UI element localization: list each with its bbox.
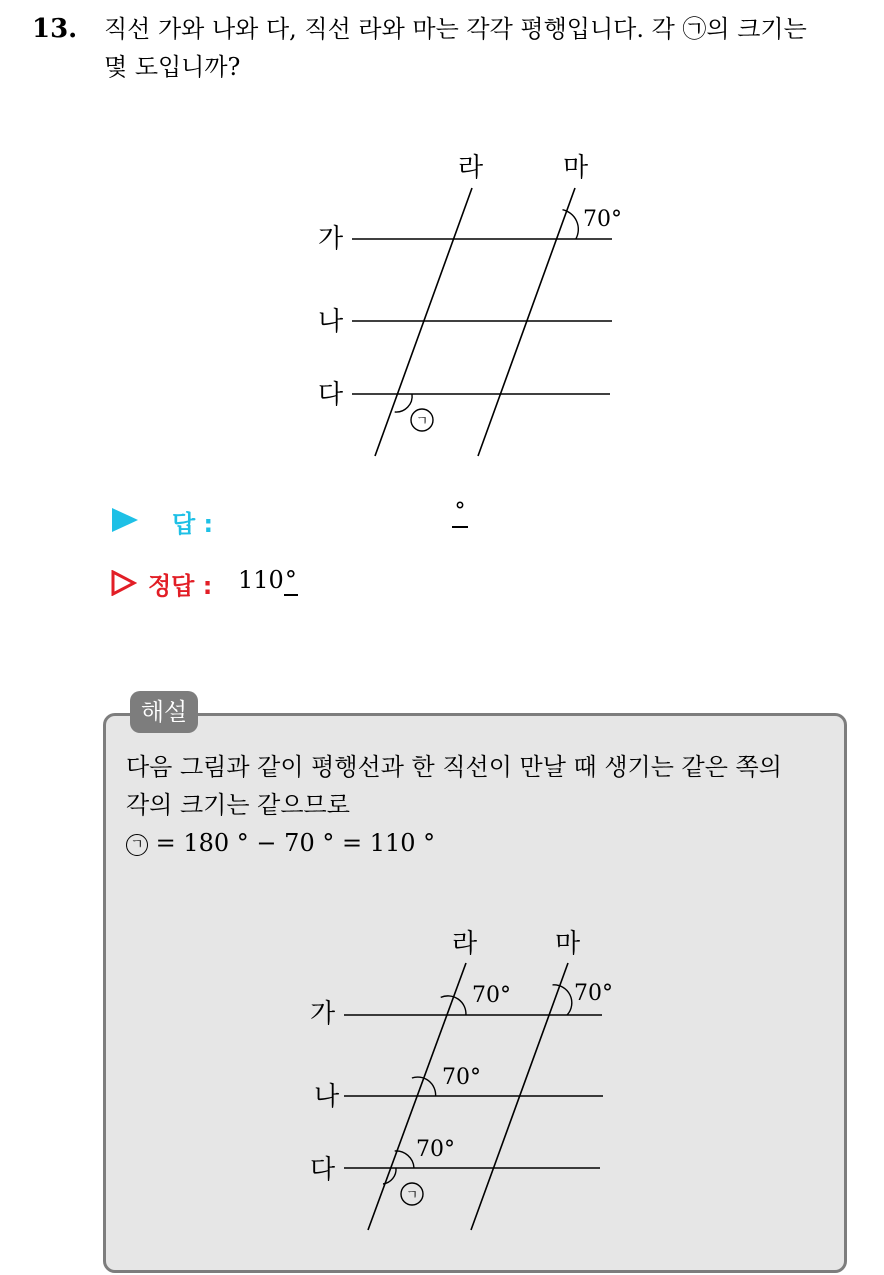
explanation-equation: = 180 ° − 70 ° = 110 ° <box>148 829 436 857</box>
label-ra: 라 <box>458 153 484 183</box>
explanation-line1: 다음 그림과 같이 평행선과 한 직선이 만날 때 생기는 같은 쪽의 <box>126 753 782 781</box>
label-ma: 마 <box>555 929 581 959</box>
angle-label-ra-ga: 70° <box>472 983 511 1008</box>
angle-label-ra-da: 70° <box>416 1137 455 1162</box>
marker-icon: ㄱ <box>126 834 148 856</box>
line-ma <box>478 188 575 456</box>
target-marker-icon: ㄱ <box>405 1188 419 1203</box>
correct-value <box>238 566 298 594</box>
label-da: 다 <box>310 1155 336 1185</box>
explanation-tab: 해설 <box>130 691 198 733</box>
angle-label-ma-ga: 70° <box>574 981 613 1006</box>
answer-blank[interactable]: ° <box>452 498 468 528</box>
label-ga: 가 <box>318 224 344 254</box>
question-text-line1: 직선 가와 나와 다, 직선 라와 마는 각각 평행입니다. 각 ㉠의 크기는 <box>104 15 807 43</box>
question-number: 13. <box>32 14 78 44</box>
explanation-line2: 각의 크기는 같으므로 <box>126 791 350 819</box>
question-text-line2: 몇 도입니까? <box>104 53 241 81</box>
label-ga: 가 <box>310 999 336 1029</box>
angle-arc-target <box>395 394 412 412</box>
correct-number: 110 <box>238 566 284 594</box>
angle-arc-ra-da <box>395 1151 414 1168</box>
label-ra: 라 <box>452 929 478 959</box>
label-na: 나 <box>318 307 344 337</box>
label-da: 다 <box>318 380 344 410</box>
answer-label: 답 : <box>172 510 214 538</box>
correct-unit: ° <box>284 566 297 594</box>
angle-label-70: 70° <box>583 207 622 232</box>
label-ma: 마 <box>563 153 589 183</box>
explanation-figure <box>296 918 636 1238</box>
question-figure <box>300 140 640 470</box>
answer-arrow-icon <box>112 508 138 532</box>
label-na: 나 <box>314 1082 340 1112</box>
correct-label: 정답 : <box>148 572 213 600</box>
correct-arrow-icon <box>111 570 137 596</box>
angle-label-ra-na: 70° <box>442 1065 481 1090</box>
explanation-equation-row <box>126 828 435 858</box>
target-marker-icon: ㄱ <box>415 414 429 429</box>
